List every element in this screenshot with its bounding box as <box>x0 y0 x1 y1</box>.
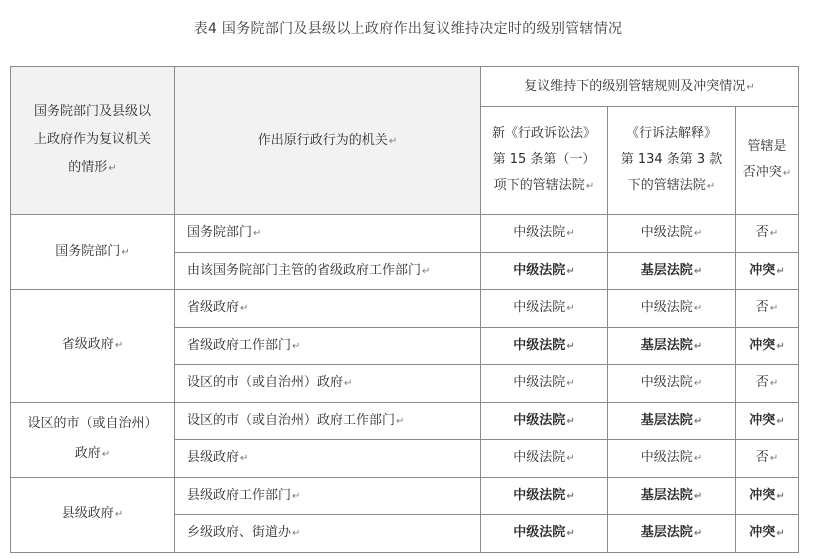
original-organ-cell: 乡级政府、街道办↵ <box>175 515 481 553</box>
interpretation-court-cell: 基层法院↵ <box>608 327 736 365</box>
interpretation-court-cell: 基层法院↵ <box>608 515 736 553</box>
new-law-court-cell: 中级法院↵ <box>481 515 608 553</box>
reconsideration-organ-cell: 县级政府↵ <box>11 477 175 552</box>
interpretation-court-cell: 基层法院↵ <box>608 252 736 290</box>
new-law-court-cell: 中级法院↵ <box>481 365 608 403</box>
reconsideration-organ-cell: 国务院部门↵ <box>11 215 175 290</box>
header-interpretation-court: 《行诉法解释》 第 134 条第 3 款 下的管辖法院↵ <box>608 107 736 215</box>
new-law-court-cell: 中级法院↵ <box>481 327 608 365</box>
conflict-cell: 否↵ <box>736 290 799 328</box>
interpretation-court-cell: 中级法院↵ <box>608 440 736 478</box>
original-organ-cell: 县级政府↵ <box>175 440 481 478</box>
header-new-law-court: 新《行政诉讼法》 第 15 条第（一） 项下的管辖法院↵ <box>481 107 608 215</box>
new-law-court-cell: 中级法院↵ <box>481 402 608 440</box>
conflict-cell: 否↵ <box>736 440 799 478</box>
jurisdiction-table <box>10 66 799 553</box>
table-row <box>11 290 799 328</box>
new-law-court-cell: 中级法院↵ <box>481 215 608 253</box>
conflict-cell: 冲突↵ <box>736 477 799 515</box>
interpretation-court-cell: 基层法院↵ <box>608 477 736 515</box>
header-conflict: 管辖是 否冲突↵ <box>736 107 799 215</box>
table-row <box>11 215 799 253</box>
original-organ-cell: 国务院部门↵ <box>175 215 481 253</box>
table-caption: 表4 国务院部门及县级以上政府作出复议维持决定时的级别管辖情况 <box>193 21 623 37</box>
conflict-cell: 冲突↵ <box>736 327 799 365</box>
original-organ-cell: 设区的市（或自治州）政府工作部门↵ <box>175 402 481 440</box>
header-group: 复议维持下的级别管辖规则及冲突情况↵ <box>481 67 799 107</box>
original-organ-cell: 设区的市（或自治州）政府↵ <box>175 365 481 403</box>
interpretation-court-cell: 中级法院↵ <box>608 215 736 253</box>
original-organ-cell: 省级政府工作部门↵ <box>175 327 481 365</box>
interpretation-court-cell: 中级法院↵ <box>608 365 736 403</box>
conflict-cell: 否↵ <box>736 365 799 403</box>
new-law-court-cell: 中级法院↵ <box>481 252 608 290</box>
table-row <box>11 402 799 440</box>
conflict-cell: 冲突↵ <box>736 402 799 440</box>
reconsideration-organ-cell: 省级政府↵ <box>11 290 175 403</box>
original-organ-cell: 省级政府↵ <box>175 290 481 328</box>
table-row <box>11 477 799 515</box>
interpretation-court-cell: 基层法院↵ <box>608 402 736 440</box>
conflict-cell: 否↵ <box>736 215 799 253</box>
new-law-court-cell: 中级法院↵ <box>481 440 608 478</box>
header-reconsideration-organ: 国务院部门及县级以 上政府作为复议机关 的情形↵ <box>11 67 175 215</box>
new-law-court-cell: 中级法院↵ <box>481 477 608 515</box>
conflict-cell: 冲突↵ <box>736 515 799 553</box>
header-original-organ: 作出原行政行为的机关↵ <box>175 67 481 215</box>
new-law-court-cell: 中级法院↵ <box>481 290 608 328</box>
interpretation-court-cell: 中级法院↵ <box>608 290 736 328</box>
original-organ-cell: 县级政府工作部门↵ <box>175 477 481 515</box>
reconsideration-organ-cell: 设区的市（或自治州） 政府↵ <box>11 402 175 477</box>
conflict-cell: 冲突↵ <box>736 252 799 290</box>
original-organ-cell: 由该国务院部门主管的省级政府工作部门↵ <box>175 252 481 290</box>
